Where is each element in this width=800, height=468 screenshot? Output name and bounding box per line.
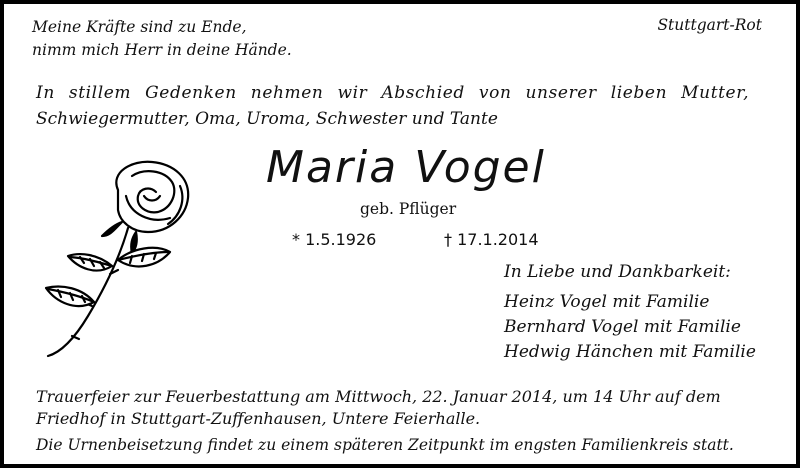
rose-icon: [40, 156, 200, 362]
mourner-item: Hedwig Hänchen mit Familie: [504, 342, 756, 362]
maiden-name: geb. Pflüger: [360, 200, 457, 218]
intro-text: [36, 80, 749, 132]
funeral-line-2: Friedhof in Stuttgart-Zuffenhausen, Untere Feierhalle.: [36, 409, 481, 428]
mourner-item: Heinz Vogel mit Familie: [504, 292, 710, 312]
motto: [32, 16, 292, 62]
intro-line-1: In stillem Gedenken nehmen wir Abschied von unserer lieben Mutter,: [36, 83, 750, 103]
mourner-item: Bernhard Vogel mit Familie: [504, 317, 741, 337]
urn-burial-info: Die Urnenbeisetzung findet zu einem späteren Zeitpunkt im engsten Familienkreis statt.: [36, 436, 734, 454]
deceased-name: Maria Vogel: [266, 142, 546, 193]
motto-line-1: Meine Kräfte sind zu Ende,: [32, 18, 247, 36]
motto-line-2: nimm mich Herr in deine Hände.: [32, 41, 292, 59]
funeral-info: [36, 386, 721, 430]
intro-line-2: Schwiegermutter, Oma, Uroma, Schwester und Tante: [36, 109, 498, 129]
birth-date: * 1.5.1926: [292, 230, 377, 249]
location: Stuttgart-Rot: [657, 16, 762, 34]
mourners-list: [504, 290, 756, 365]
funeral-line-1: Trauerfeier zur Feuerbestattung am Mittwoch, 22. Januar 2014, um 14 Uhr auf dem: [36, 387, 721, 406]
death-date: † 17.1.2014: [444, 230, 539, 249]
mourners-heading: In Liebe und Dankbarkeit:: [504, 262, 731, 282]
